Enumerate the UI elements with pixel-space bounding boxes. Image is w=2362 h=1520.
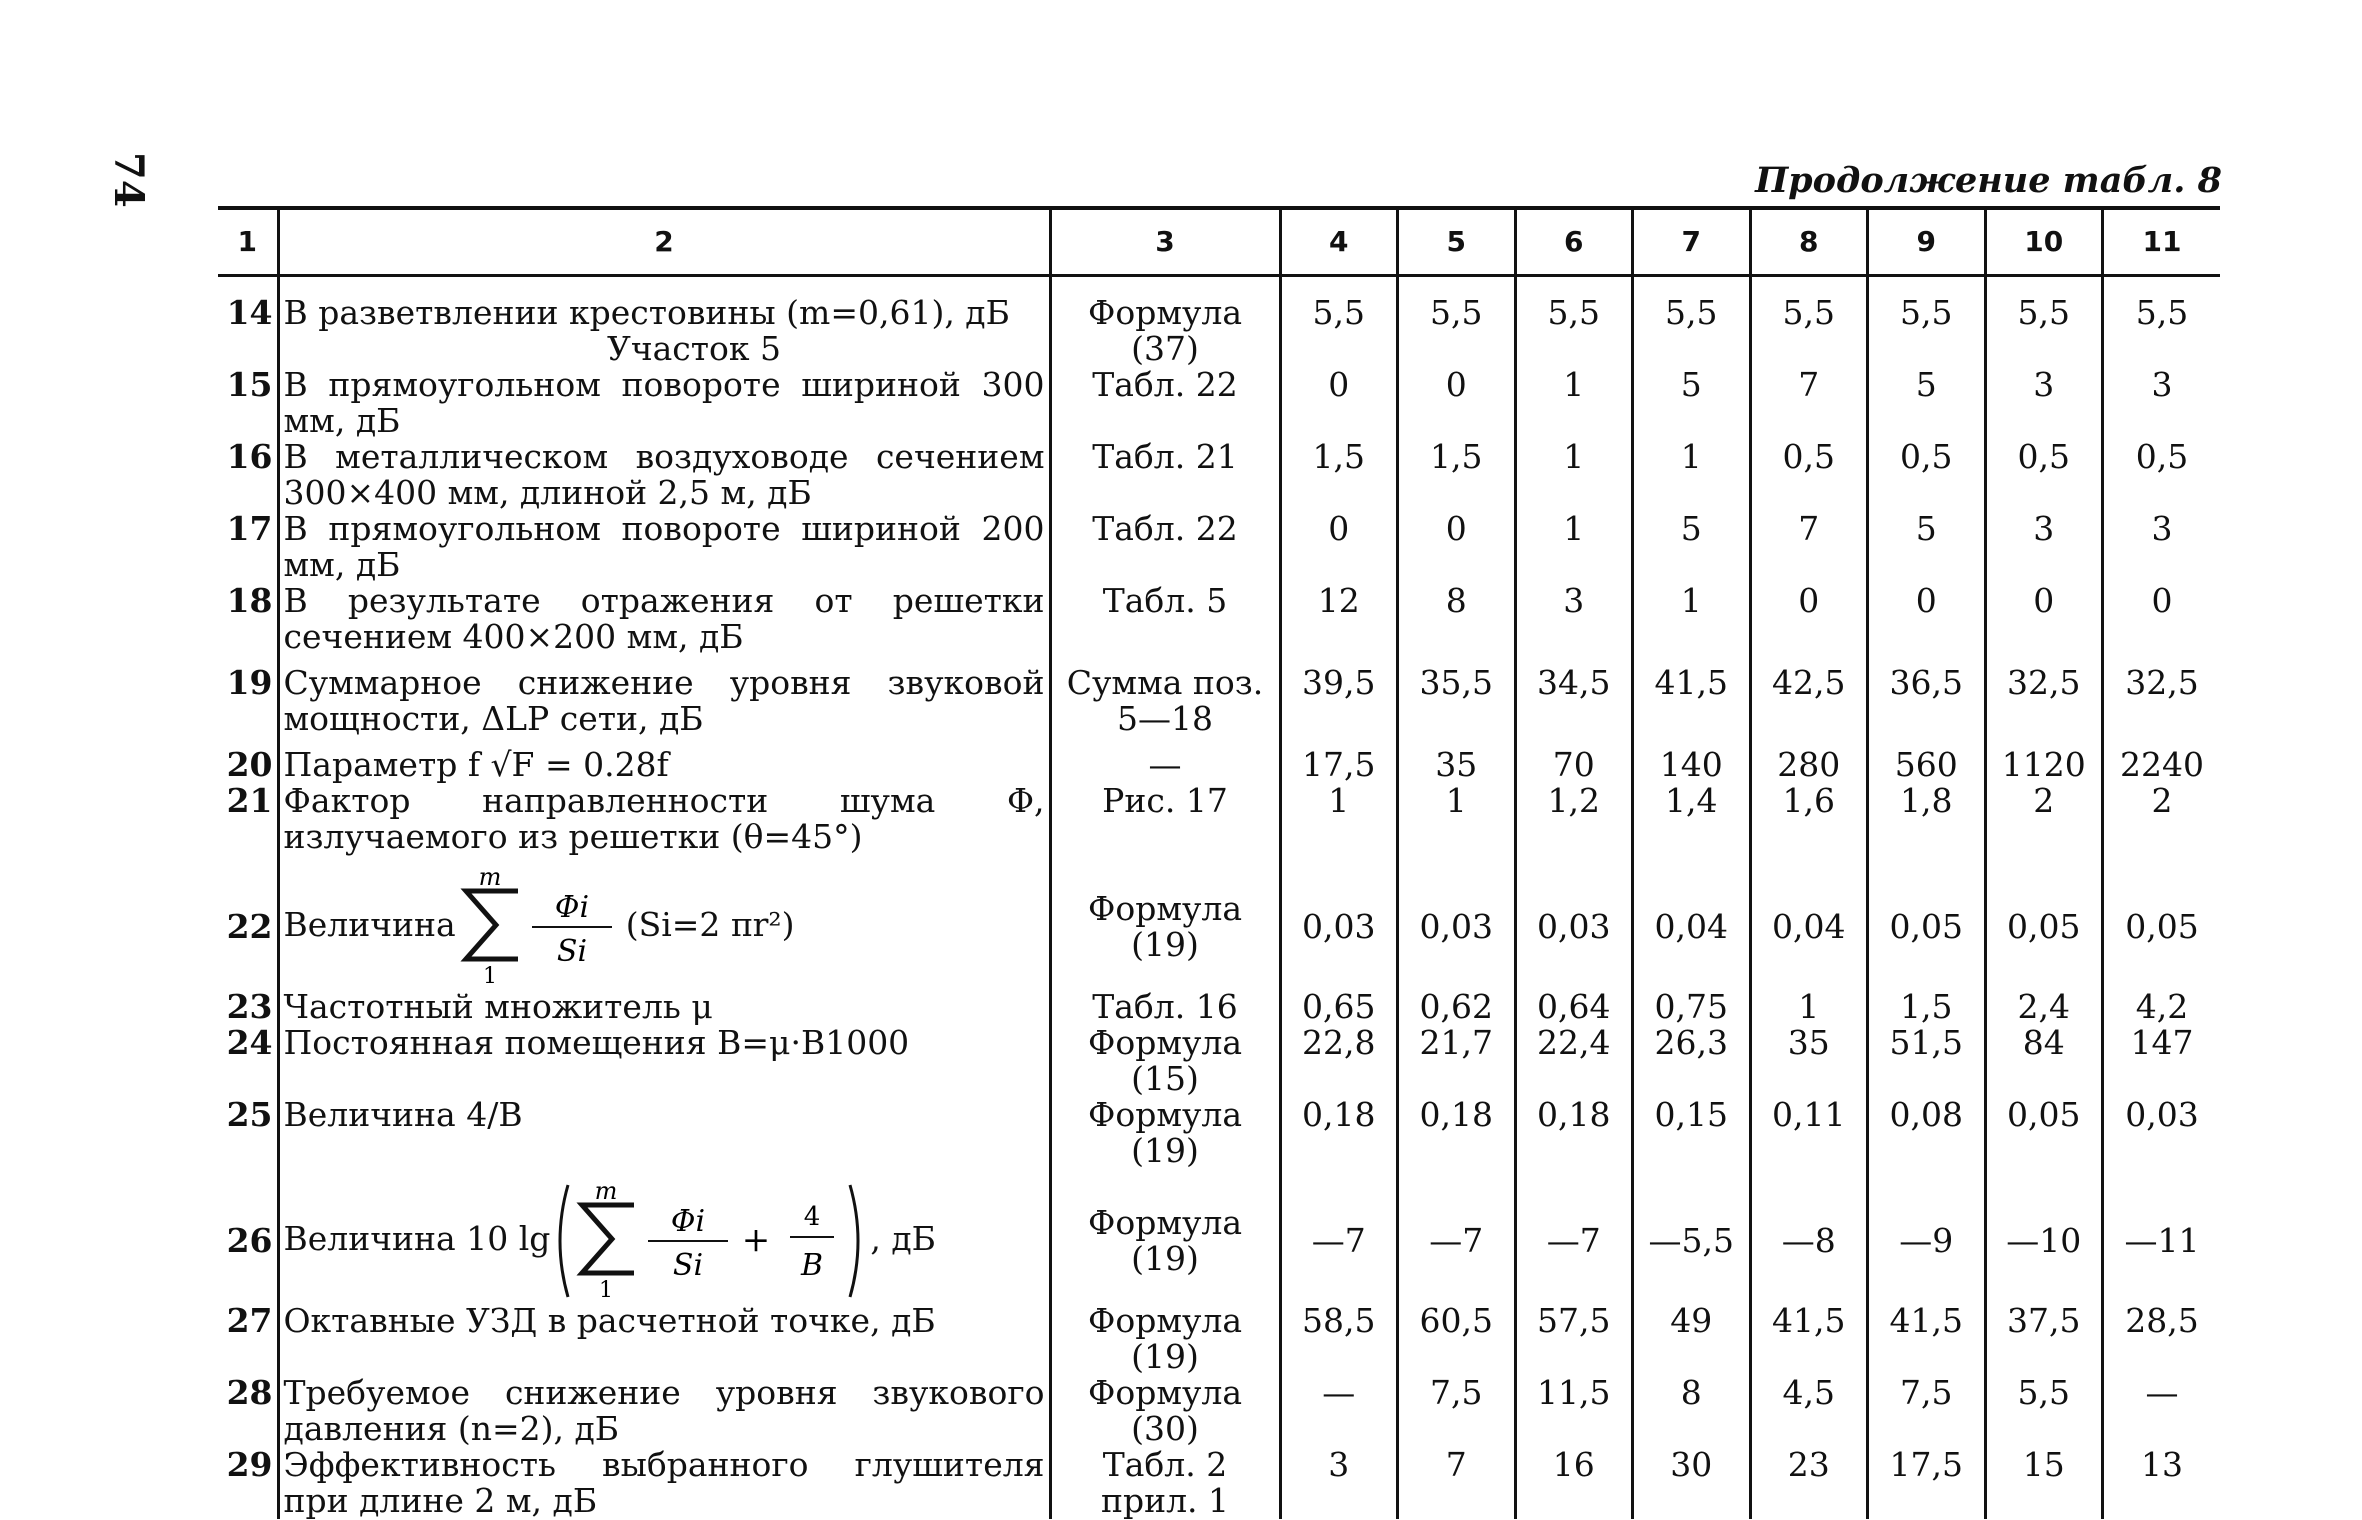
column-header: 9: [1868, 208, 1986, 276]
formula-text: B: [801, 1248, 824, 1283]
row-value: 0: [1280, 511, 1398, 583]
row-value: 0,11: [1750, 1097, 1868, 1169]
column-header: 8: [1750, 208, 1868, 276]
description-text: Величина: [283, 905, 456, 944]
table-row: [218, 1447, 2220, 1519]
row-value: 84: [1985, 1025, 2103, 1097]
table-row: [218, 511, 2220, 583]
row-value: 1: [1515, 367, 1633, 439]
row-value: 1: [1750, 989, 1868, 1025]
table-row: [218, 1169, 2220, 1303]
description-text: Фактор направленности шума Φ, излучаемого из решетки (θ=45°): [283, 781, 1045, 856]
row-value: 7,5: [1398, 1375, 1516, 1447]
row-value: —9: [1868, 1169, 1986, 1303]
table-row: [218, 783, 2220, 855]
table-body: [218, 276, 2220, 1520]
row-number: 17: [226, 509, 273, 548]
row-value: 1,2: [1515, 783, 1633, 855]
row-number: 15: [226, 365, 273, 404]
formula-text: Si: [673, 1248, 704, 1283]
row-value: 34,5: [1515, 655, 1633, 737]
row-value: 560: [1868, 737, 1986, 783]
formula-text: m: [478, 865, 502, 891]
row-value: 2240: [2103, 737, 2221, 783]
row-value: 5,5: [1280, 276, 1398, 368]
row-value: 5,5: [1398, 276, 1516, 368]
row-value: 0,05: [1985, 1097, 2103, 1169]
column-header: 2: [278, 208, 1050, 276]
row-value: 4,5: [1750, 1375, 1868, 1447]
row-value: 5,5: [1750, 276, 1868, 368]
row-value: 0,64: [1515, 989, 1633, 1025]
formula-text: +: [742, 1220, 771, 1260]
formula-text: Φi: [554, 890, 589, 925]
row-source: Рис. 17: [1050, 783, 1280, 855]
row-value: 0: [1398, 367, 1516, 439]
formula-stroke: [850, 1185, 858, 1297]
row-description: [278, 1303, 1050, 1375]
row-value: 0,5: [1868, 439, 1986, 511]
row-value: 5,5: [1633, 276, 1751, 368]
row-value: 5,5: [1985, 1375, 2103, 1447]
description-text: Требуемое снижение уровня звукового давления (n=2), дБ: [283, 1373, 1045, 1448]
table-row: [218, 1097, 2220, 1169]
description-text: Величина 4/B: [283, 1095, 523, 1134]
page-number: 74: [105, 152, 152, 208]
row-value: 2: [1985, 783, 2103, 855]
row-value: 4,2: [2103, 989, 2221, 1025]
row-value: 3: [1515, 583, 1633, 655]
row-value: —11: [2103, 1169, 2221, 1303]
row-source: Формула (19): [1050, 1169, 1280, 1303]
row-value: 0,08: [1868, 1097, 1986, 1169]
row-value: 41,5: [1633, 655, 1751, 737]
row-value: 0,18: [1398, 1097, 1516, 1169]
row-source: —: [1050, 737, 1280, 783]
row-description: [278, 276, 1050, 368]
row-value: 8: [1633, 1375, 1751, 1447]
row-value: 5: [1633, 511, 1751, 583]
row-description: [278, 439, 1050, 511]
description-text: В результате отражения от решетки сечением 400×200 мм, дБ: [283, 581, 1045, 656]
row-value: 140: [1633, 737, 1751, 783]
table-row: [218, 276, 2220, 368]
row-value: 37,5: [1985, 1303, 2103, 1375]
row-value: 57,5: [1515, 1303, 1633, 1375]
description-text: Постоянная помещения B=μ·B1000: [283, 1023, 910, 1062]
row-value: 1,5: [1280, 439, 1398, 511]
row-description: [278, 1097, 1050, 1169]
row-number: 20: [226, 745, 273, 784]
row-source: Формула (19): [1050, 855, 1280, 989]
row-value: 0,03: [1515, 855, 1633, 989]
formula-text: 1: [599, 1278, 614, 1303]
description-text: Параметр f √F = 0.28f: [283, 745, 669, 784]
row-value: 280: [1750, 737, 1868, 783]
row-source: Табл. 16: [1050, 989, 1280, 1025]
row-value: 5,5: [1985, 276, 2103, 368]
row-value: —10: [1985, 1169, 2103, 1303]
row-value: 0,5: [1985, 439, 2103, 511]
row-value: 12: [1280, 583, 1398, 655]
row-value: 0,65: [1280, 989, 1398, 1025]
column-header: 10: [1985, 208, 2103, 276]
row-value: 22,8: [1280, 1025, 1398, 1097]
formula: [550, 1179, 870, 1303]
column-header: 6: [1515, 208, 1633, 276]
column-header: 5: [1398, 208, 1516, 276]
row-number: 14: [226, 293, 273, 332]
formula-stroke: [560, 1185, 568, 1297]
row-value: 17,5: [1868, 1447, 1986, 1519]
row-value: 21,7: [1398, 1025, 1516, 1097]
row-value: 7,5: [1868, 1375, 1986, 1447]
row-value: 0,05: [2103, 855, 2221, 989]
row-value: 0,05: [1868, 855, 1986, 989]
row-value: 32,5: [1985, 655, 2103, 737]
table-row: [218, 737, 2220, 783]
row-value: 0,04: [1750, 855, 1868, 989]
description-text: В прямоугольном повороте шириной 300 мм, дБ: [283, 365, 1045, 440]
row-value: 1: [1515, 511, 1633, 583]
row-value: —7: [1515, 1169, 1633, 1303]
column-header: 11: [2103, 208, 2221, 276]
row-value: —: [2103, 1375, 2221, 1447]
formula-svg: [456, 865, 626, 989]
row-source: Табл. 21: [1050, 439, 1280, 511]
row-value: 1,5: [1398, 439, 1516, 511]
row-number: 16: [226, 437, 273, 476]
row-description: [278, 367, 1050, 439]
row-value: 5,5: [2103, 276, 2221, 368]
row-value: 7: [1750, 511, 1868, 583]
row-value: 0,18: [1515, 1097, 1633, 1169]
row-source: Формула (15): [1050, 1025, 1280, 1097]
row-value: 15: [1985, 1447, 2103, 1519]
section-subheading: Участок 5: [606, 329, 782, 368]
row-value: 147: [2103, 1025, 2221, 1097]
row-value: 3: [1985, 367, 2103, 439]
header-row: [218, 208, 2220, 276]
row-number: 19: [226, 663, 273, 702]
row-source: Формула (30): [1050, 1375, 1280, 1447]
row-value: 0,03: [2103, 1097, 2221, 1169]
row-value: 1,5: [1868, 989, 1986, 1025]
row-value: 5,5: [1868, 276, 1986, 368]
row-description: [278, 655, 1050, 737]
row-value: 39,5: [1280, 655, 1398, 737]
row-value: 42,5: [1750, 655, 1868, 737]
row-value: —5,5: [1633, 1169, 1751, 1303]
column-header: 3: [1050, 208, 1280, 276]
formula: [456, 865, 626, 989]
row-value: 0: [1985, 583, 2103, 655]
row-value: 0,62: [1398, 989, 1516, 1025]
row-value: 5,5: [1515, 276, 1633, 368]
row-value: 0,18: [1280, 1097, 1398, 1169]
row-value: —8: [1750, 1169, 1868, 1303]
row-value: 3: [1985, 511, 2103, 583]
row-source: Табл. 5: [1050, 583, 1280, 655]
column-header: 4: [1280, 208, 1398, 276]
table-row: [218, 655, 2220, 737]
row-value: 2,4: [1985, 989, 2103, 1025]
row-value: 0,75: [1633, 989, 1751, 1025]
row-value: 5: [1868, 367, 1986, 439]
row-value: 5: [1868, 511, 1986, 583]
row-value: —7: [1398, 1169, 1516, 1303]
row-description: [278, 737, 1050, 783]
row-value: 26,3: [1633, 1025, 1751, 1097]
row-source: Формула (19): [1050, 1303, 1280, 1375]
column-header: 1: [218, 208, 278, 276]
row-value: 35: [1750, 1025, 1868, 1097]
row-value: 1: [1515, 439, 1633, 511]
row-source: Табл. 22: [1050, 367, 1280, 439]
column-header: 7: [1633, 208, 1751, 276]
row-value: 8: [1398, 583, 1516, 655]
row-description: [278, 1169, 1050, 1303]
row-source: Сумма поз. 5—18: [1050, 655, 1280, 737]
row-source: Формула (37): [1050, 276, 1280, 368]
description-text: Частотный множитель μ: [283, 987, 713, 1026]
row-value: 35,5: [1398, 655, 1516, 737]
table-row: [218, 1375, 2220, 1447]
formula-stroke: [582, 1205, 634, 1273]
row-number: 22: [226, 907, 273, 946]
formula-svg: [550, 1179, 870, 1303]
row-value: 0: [1280, 367, 1398, 439]
row-value: —7: [1280, 1169, 1398, 1303]
row-value: 0: [2103, 583, 2221, 655]
row-number: 23: [226, 987, 273, 1026]
data-table: [218, 206, 2220, 1519]
row-value: 1,4: [1633, 783, 1751, 855]
row-value: 1: [1398, 783, 1516, 855]
row-value: 35: [1398, 737, 1516, 783]
row-value: 1120: [1985, 737, 2103, 783]
formula-text: 1: [482, 964, 497, 989]
row-value: 1,8: [1868, 783, 1986, 855]
row-value: 11,5: [1515, 1375, 1633, 1447]
row-description: [278, 783, 1050, 855]
row-value: 0,5: [2103, 439, 2221, 511]
formula-text: Si: [556, 934, 587, 969]
row-value: 5: [1633, 367, 1751, 439]
row-value: 41,5: [1750, 1303, 1868, 1375]
description-text: Октавные УЗД в расчетной точке, дБ: [283, 1301, 936, 1340]
row-number: 27: [226, 1301, 273, 1340]
formula-tail: , дБ: [870, 1219, 936, 1258]
table-row: [218, 439, 2220, 511]
row-value: —: [1280, 1375, 1398, 1447]
row-value: 23: [1750, 1447, 1868, 1519]
row-value: 0,05: [1985, 855, 2103, 989]
table-row: [218, 989, 2220, 1025]
row-value: 60,5: [1398, 1303, 1516, 1375]
row-value: 3: [1280, 1447, 1398, 1519]
row-number: 29: [226, 1445, 273, 1484]
row-value: 22,4: [1515, 1025, 1633, 1097]
formula-tail: (Si=2 πr²): [625, 905, 795, 944]
row-source: Табл. 22: [1050, 511, 1280, 583]
row-value: 7: [1398, 1447, 1516, 1519]
table-row: [218, 1025, 2220, 1097]
row-value: 2: [2103, 783, 2221, 855]
row-value: 1: [1280, 783, 1398, 855]
row-value: 3: [2103, 511, 2221, 583]
row-value: 32,5: [2103, 655, 2221, 737]
row-description: [278, 989, 1050, 1025]
row-number: 26: [226, 1221, 273, 1260]
row-description: [278, 1025, 1050, 1097]
description-text: В прямоугольном повороте шириной 200 мм, дБ: [283, 509, 1045, 584]
row-value: 1,6: [1750, 783, 1868, 855]
row-description: [278, 1375, 1050, 1447]
row-source: Формула (19): [1050, 1097, 1280, 1169]
description-text: В разветвлении крестовины (m=0,61), дБ: [283, 293, 1010, 332]
description-text: Эффективность выбранного глушителя при длине 2 м, дБ: [283, 1445, 1045, 1520]
description-text: В металлическом воздуховоде сечением 300×400 мм, длиной 2,5 м, дБ: [283, 437, 1045, 512]
row-value: 7: [1750, 367, 1868, 439]
formula-text: m: [594, 1179, 618, 1205]
row-number: 24: [226, 1023, 273, 1062]
table-row: [218, 367, 2220, 439]
row-value: 58,5: [1280, 1303, 1398, 1375]
description-text: Величина 10 lg: [283, 1219, 551, 1258]
formula-text: Φi: [671, 1204, 706, 1239]
row-value: 1: [1633, 439, 1751, 511]
table-row: [218, 1303, 2220, 1375]
row-value: 13: [2103, 1447, 2221, 1519]
row-value: 1: [1633, 583, 1751, 655]
row-value: 0: [1750, 583, 1868, 655]
row-value: 0,04: [1633, 855, 1751, 989]
row-value: 17,5: [1280, 737, 1398, 783]
row-value: 0,5: [1750, 439, 1868, 511]
row-value: 0,03: [1280, 855, 1398, 989]
row-value: 49: [1633, 1303, 1751, 1375]
table-row: [218, 583, 2220, 655]
table-row: [218, 855, 2220, 989]
row-description: [278, 511, 1050, 583]
row-value: 28,5: [2103, 1303, 2221, 1375]
row-value: 0,15: [1633, 1097, 1751, 1169]
row-number: 18: [226, 581, 273, 620]
row-value: 41,5: [1868, 1303, 1986, 1375]
row-number: 21: [226, 781, 273, 820]
row-number: 28: [226, 1373, 273, 1412]
row-value: 0,03: [1398, 855, 1516, 989]
description-text: Суммарное снижение уровня звуковой мощности, ΔLP сети, дБ: [283, 663, 1045, 738]
row-value: 0: [1398, 511, 1516, 583]
row-value: 3: [2103, 367, 2221, 439]
row-description: [278, 1447, 1050, 1519]
row-value: 30: [1633, 1447, 1751, 1519]
row-value: 70: [1515, 737, 1633, 783]
row-description: [278, 855, 1050, 989]
row-source: Табл. 2 прил. 1: [1050, 1447, 1280, 1519]
row-number: 25: [226, 1095, 273, 1134]
row-value: 51,5: [1868, 1025, 1986, 1097]
formula-stroke: [466, 891, 518, 959]
formula-text: 4: [804, 1202, 821, 1232]
row-value: 0: [1868, 583, 1986, 655]
row-value: 36,5: [1868, 655, 1986, 737]
table-caption: Продолжение табл. 8: [1755, 160, 2222, 201]
row-description: [278, 583, 1050, 655]
row-value: 16: [1515, 1447, 1633, 1519]
